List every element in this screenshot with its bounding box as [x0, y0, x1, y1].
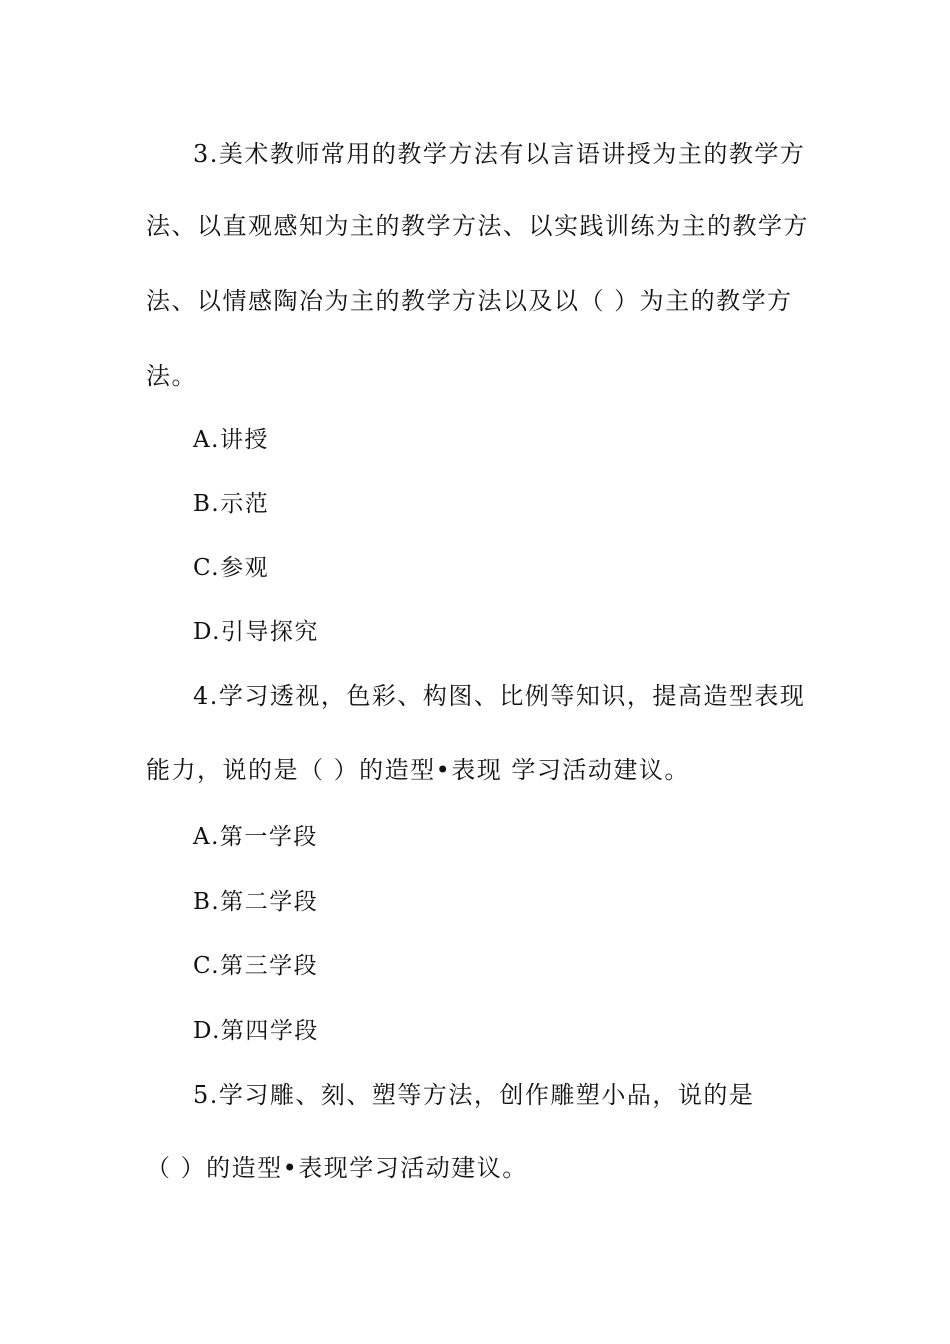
- question-3-option-a: A.讲授: [193, 427, 269, 453]
- question-4-line-2: 能力，说的是（ ）的造型•表现 学习活动建议。: [146, 756, 690, 784]
- question-4-line-1: 4.学习透视，色彩、构图、比例等知识，提高造型表现: [193, 682, 806, 710]
- question-4-option-a: A.第一学段: [193, 824, 318, 850]
- question-4-option-c: C.第三学段: [193, 953, 319, 979]
- question-3-option-c: C.参观: [193, 555, 270, 581]
- question-3-line-2: 法、以直观感知为主的教学方法、以实践训练为主的教学方: [146, 212, 809, 240]
- question-4-option-b: B.第二学段: [193, 889, 319, 915]
- question-3-option-d: D.引导探究: [193, 619, 319, 645]
- question-3-line-1: 3.美术教师常用的教学方法有以言语讲授为主的教学方: [193, 140, 806, 168]
- question-5-line-2: （ ）的造型•表现学习活动建议。: [146, 1154, 528, 1182]
- question-3-line-3: 法、以情感陶冶为主的教学方法以及以（ ）为主的教学方: [146, 287, 793, 315]
- question-5-line-1: 5.学习雕、刻、塑等方法，创作雕塑小品，说的是: [193, 1081, 755, 1109]
- question-4-option-d: D.第四学段: [193, 1018, 319, 1044]
- question-3-line-4: 法。: [146, 362, 197, 390]
- question-3-option-b: B.示范: [193, 491, 270, 517]
